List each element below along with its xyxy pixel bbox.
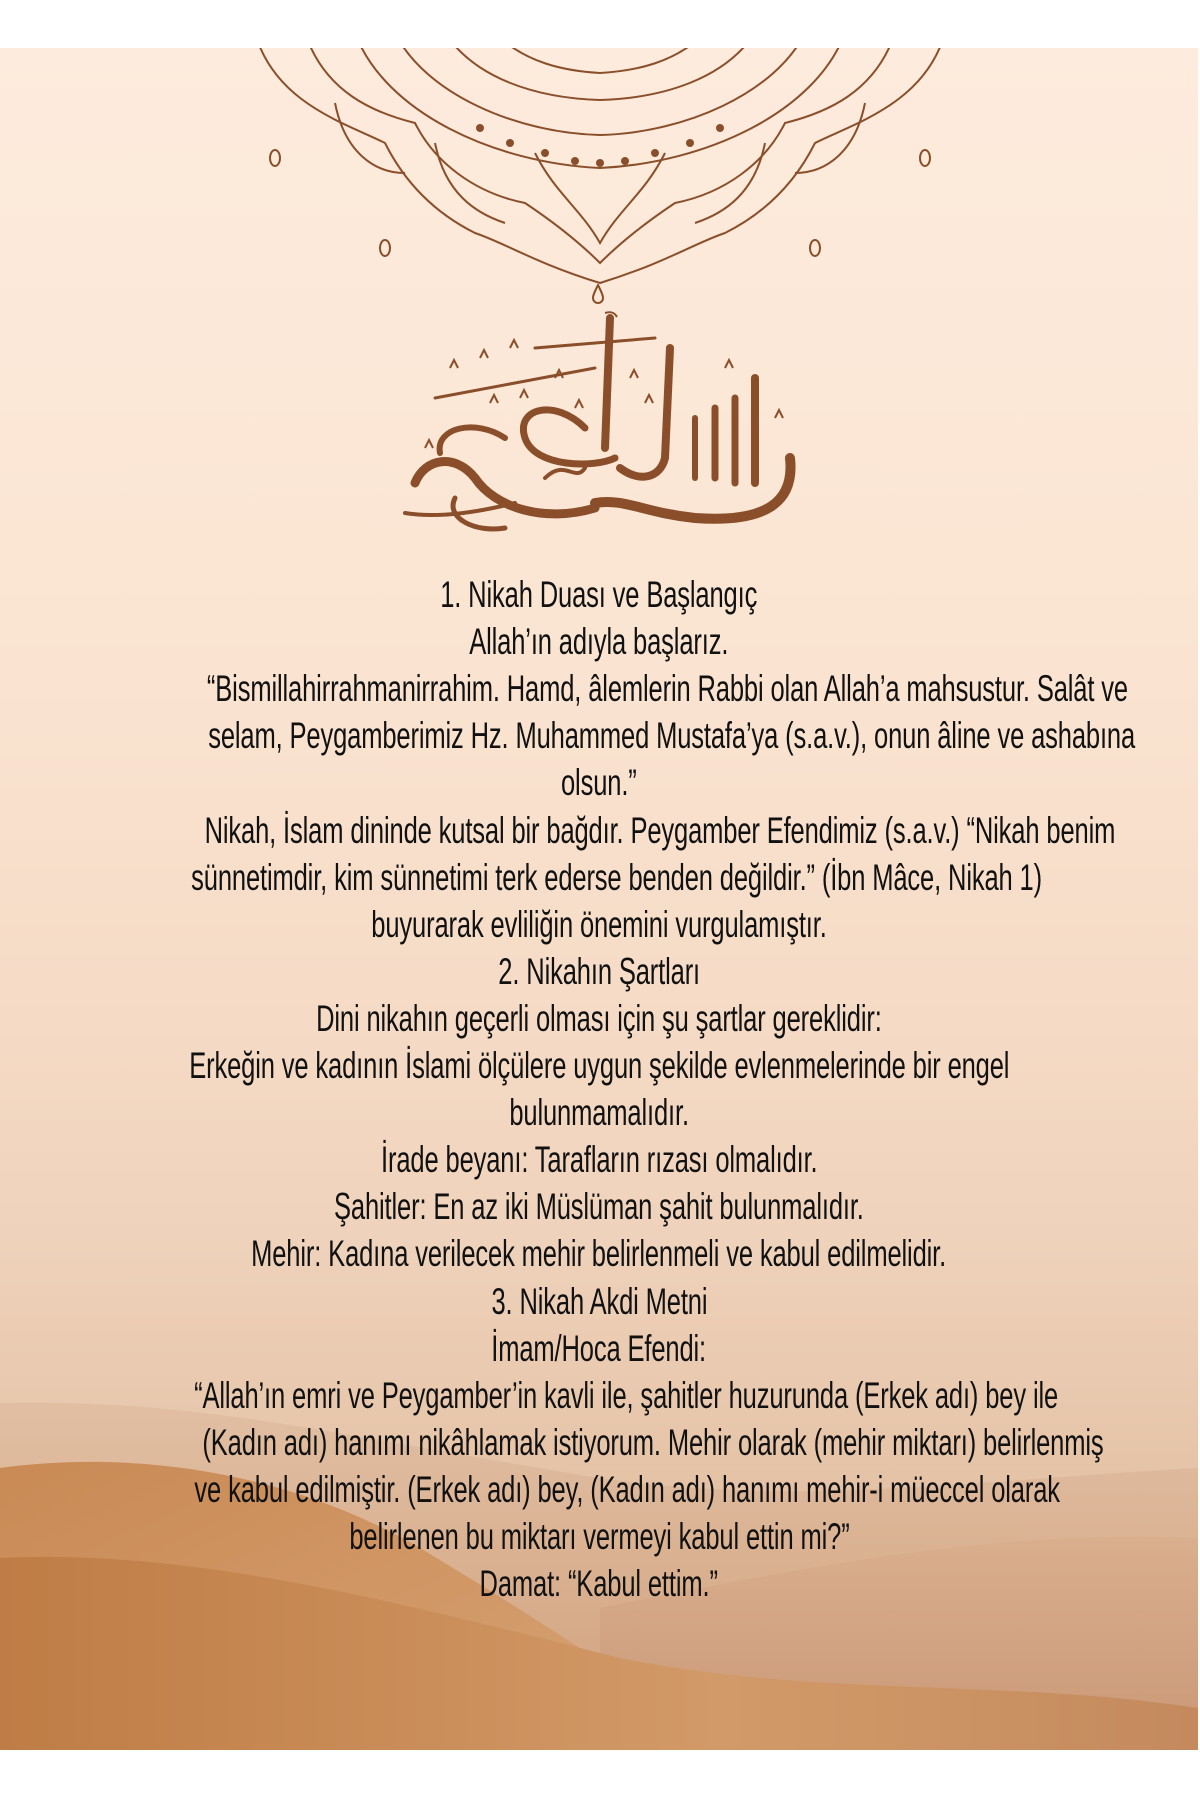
text-line: [0, 622, 1198, 662]
text-line: [0, 669, 1198, 709]
nikah-text-block: [0, 48, 1198, 1750]
line-text: buyurarak evliliğin önemini vurgulamıştır.: [371, 903, 827, 945]
line-text: selam, Peygamberimiz Hz. Muhammed Mustafa’ya (s.a.v.), onun âline ve ashabına: [208, 715, 1136, 757]
line-text: 3. Nikah Akdi Metni: [491, 1280, 707, 1322]
text-line: [0, 1329, 1198, 1369]
line-text: 1. Nikah Duası ve Başlangıç: [440, 574, 758, 615]
text-line: [0, 905, 1198, 945]
text-line: [0, 811, 1198, 851]
text-line: [0, 1046, 1198, 1086]
line-text: Nikah, İslam dininde kutsal bir bağdır. Peygamber Efendimiz (s.a.v.) “Nikah benim: [204, 809, 1116, 851]
line-text: Mehir: Kadına verilecek mehir belirlenmeli ve kabul edilmelidir.: [251, 1233, 947, 1275]
text-line: [0, 1140, 1198, 1180]
section-heading-1: [0, 575, 1198, 615]
line-text: Allah’ın adıyla başlarız.: [469, 621, 729, 663]
poster: [0, 48, 1198, 1750]
line-text: “Bismillahirrahmanirrahim. Hamd, âlemlerin Rabbi olan Allah’a mahsustur. Salât ve: [206, 668, 1128, 710]
line-text: olsun.”: [561, 762, 637, 804]
line-text: sünnetimdir, kim sünnetimi terk ederse benden değildir.” (İbn Mâce, Nikah 1): [191, 856, 1042, 898]
text-line: [0, 858, 1198, 898]
line-text: 2. Nikahın Şartları: [498, 950, 700, 992]
line-text: İrade beyanı: Tarafların rızası olmalıdır.: [380, 1139, 818, 1181]
text-line: [0, 999, 1198, 1039]
text-line: [0, 1517, 1198, 1557]
line-text: İmam/Hoca Efendi:: [491, 1327, 707, 1369]
line-text: Erkeğin ve kadının İslami ölçülere uygun şekilde evlenmelerinde bir engel: [188, 1045, 1010, 1086]
text-line: [0, 1564, 1198, 1604]
text-line: [0, 1187, 1198, 1227]
line-text: (Kadın adı) hanımı nikâhlamak istiyorum. Mehir olarak (mehir miktarı) belirlenmiş: [202, 1421, 1104, 1463]
text-line: [0, 1470, 1198, 1510]
line-text: “Allah’ın emri ve Peygamber’in kavli ile, şahitler huzurunda (Erkek adı) bey ile: [194, 1374, 1059, 1416]
line-text: ve kabul edilmiştir. (Erkek adı) bey, (Kadın adı) hanımı mehir-i müeccel olarak: [194, 1468, 1060, 1510]
text-line: [0, 763, 1198, 803]
line-text: Damat: “Kabul ettim.”: [479, 1563, 719, 1605]
section-heading-3: [0, 1282, 1198, 1322]
line-text: Dini nikahın geçerli olması için şu şartlar gereklidir:: [316, 997, 882, 1039]
line-text: Şahitler: En az iki Müslüman şahit bulunmalıdır.: [334, 1186, 864, 1228]
text-line: [0, 716, 1198, 756]
section-heading-2: [0, 952, 1198, 992]
line-text: bulunmamalıdır.: [509, 1092, 689, 1134]
line-text: belirlenen bu miktarı vermeyi kabul ettin mi?”: [348, 1516, 850, 1557]
text-line: [0, 1234, 1198, 1274]
text-line: [0, 1376, 1198, 1416]
text-line: [0, 1423, 1198, 1463]
text-line: [0, 1093, 1198, 1133]
